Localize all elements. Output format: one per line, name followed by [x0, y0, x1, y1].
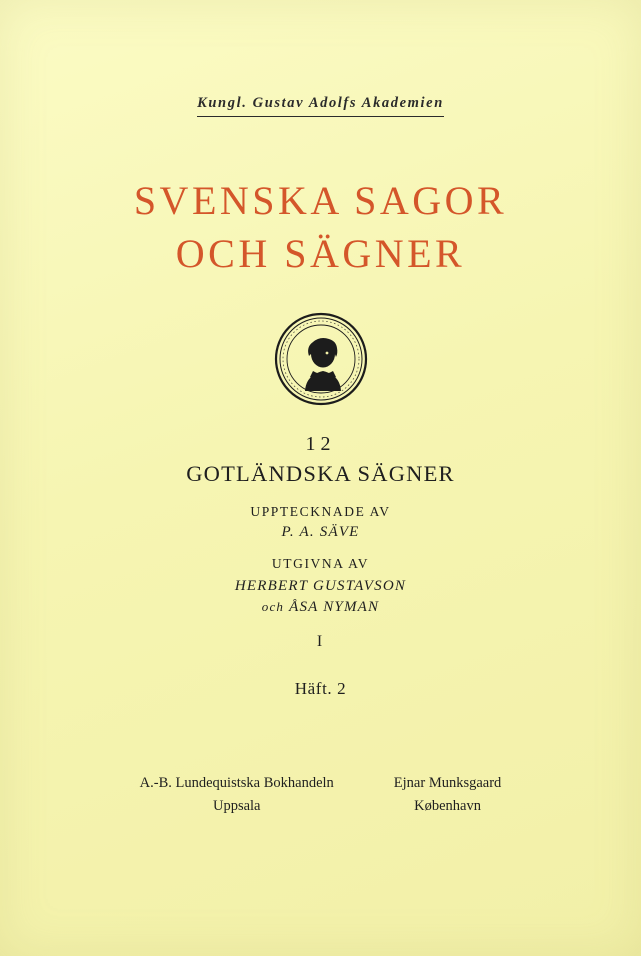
publisher-left-name: A.-B. Lundequistska Bokhandeln	[139, 774, 334, 791]
imprint-block	[186, 433, 455, 700]
publisher-left-city: Uppsala	[212, 797, 261, 814]
collector-name: P. A. SÄVE	[281, 523, 360, 540]
part-number: I	[316, 633, 325, 651]
academy-seal-icon	[269, 307, 373, 411]
book-title-line-2: OCH SÄGNER	[175, 230, 466, 276]
volume-number: 12	[305, 432, 336, 455]
fascicle-number: Häft. 2	[294, 679, 347, 699]
editor-name-1: HERBERT GUSTAVSON	[234, 577, 407, 594]
editor-name-2: ÅSA NYMAN	[289, 599, 380, 616]
publisher-right-name: Ejnar Munksgaard	[393, 774, 502, 791]
publishers-block	[0, 772, 641, 818]
book-title	[134, 175, 507, 281]
volume-subject: GOTLÄNDSKA SÄGNER	[186, 460, 455, 486]
book-title-line-1: SVENSKA SAGOR	[133, 178, 508, 223]
edited-label: UTGIVNA AV	[271, 555, 370, 571]
editor-conjunction: och	[261, 599, 285, 615]
editor-names	[186, 576, 455, 620]
publisher-right-city: København	[414, 797, 481, 814]
publisher-left	[140, 772, 334, 818]
series-title: Kungl. Gustav Adolfs Akademien	[197, 95, 444, 117]
editor-name-2-line	[186, 597, 455, 619]
publisher-right	[394, 772, 502, 818]
collected-label: UPPTECKNADE AV	[250, 503, 391, 519]
